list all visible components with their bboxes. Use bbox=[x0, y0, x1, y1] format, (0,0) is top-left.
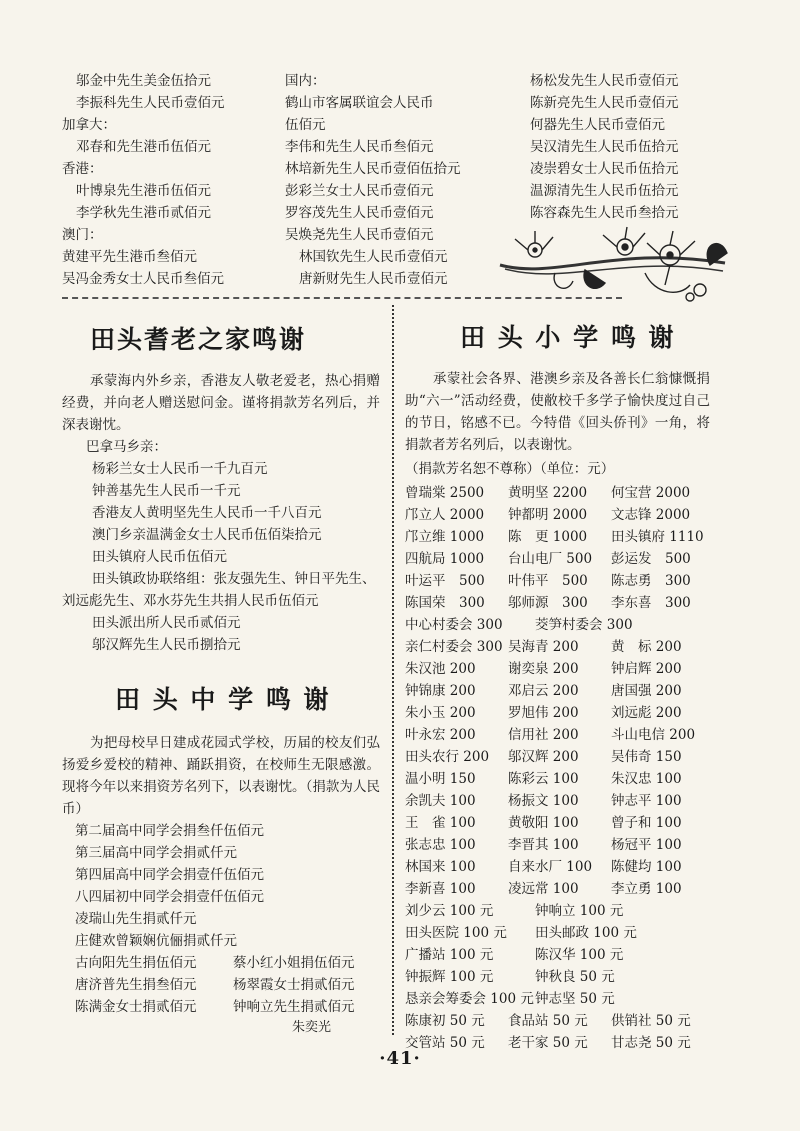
table-cell: 文志锋 2000 bbox=[611, 507, 691, 523]
donor-line: 李振科先生人民币壹佰元 bbox=[76, 95, 225, 111]
table-row bbox=[405, 746, 715, 768]
donor-cell: 古向阳先生捐伍佰元 bbox=[75, 955, 197, 971]
table-cell: 唐国强 200 bbox=[611, 683, 682, 699]
table-cell: 刘少云 100 元 bbox=[405, 903, 494, 919]
table-cell: 邝立维 1000 bbox=[405, 529, 485, 545]
donor-line: 国内： bbox=[285, 73, 326, 89]
table-cell: 陈 更 1000 bbox=[508, 529, 588, 545]
table-cell: 钟启辉 200 bbox=[611, 661, 682, 677]
table-row bbox=[405, 658, 715, 680]
primary-school-title: 田 头 小 学 鸣 谢 bbox=[460, 323, 676, 352]
donor-line: 澳门乡亲温满金女士人民币伍佰柒拾元 bbox=[92, 527, 322, 543]
table-cell: 何宝营 2000 bbox=[611, 485, 691, 501]
table-cell: 甘志尧 50 元 bbox=[611, 1035, 691, 1051]
table-cell: 林国来 100 bbox=[405, 859, 476, 875]
table-cell: 叶永宏 200 bbox=[405, 727, 476, 743]
table-row bbox=[405, 548, 715, 570]
donor-line: 唐新财先生人民币壹佰元 bbox=[299, 271, 448, 287]
table-cell: 食品站 50 元 bbox=[508, 1013, 588, 1029]
table-cell: 李东喜 300 bbox=[611, 595, 691, 611]
donor-line: 邬金中先生美金伍拾元 bbox=[76, 73, 211, 89]
table-cell: 田头邮政 100 元 bbox=[535, 925, 637, 941]
donor-line: 叶博泉先生港币伍佰元 bbox=[76, 183, 211, 199]
table-row bbox=[405, 922, 715, 944]
table-cell: 朱汉忠 100 bbox=[611, 771, 682, 787]
donor-line: 温源清先生人民币伍拾元 bbox=[530, 183, 679, 199]
table-cell: 谢奕泉 200 bbox=[508, 661, 579, 677]
donor-cell: 唐济普先生捐叁佰元 bbox=[75, 977, 197, 993]
donor-pair-row bbox=[75, 952, 385, 974]
table-cell: 李晋其 100 bbox=[508, 837, 579, 853]
table-cell: 余凯夫 100 bbox=[405, 793, 476, 809]
elderly-intro: 承蒙海内外乡亲，香港友人敬老爱老，热心捐赠经费，并向老人赠送慰问金。谨将捐款芳名列后，并深表谢忱。 bbox=[62, 373, 380, 433]
table-cell: 吴伟奇 150 bbox=[611, 749, 682, 765]
table-cell: 钟志平 100 bbox=[611, 793, 682, 809]
group-label: 巴拿马乡亲： bbox=[86, 439, 167, 455]
table-cell: 四航局 1000 bbox=[405, 551, 485, 567]
donor-line: 田头镇政协联络组：张友强先生、钟日平先生、刘远彪先生、邓水芬先生共捐人民币伍佰元 bbox=[62, 571, 376, 609]
top-column-2 bbox=[285, 70, 525, 290]
table-row bbox=[405, 482, 715, 504]
table-row bbox=[405, 724, 715, 746]
donor-line: 庄健欢曾颖娴伉俪捐贰仟元 bbox=[75, 933, 237, 949]
table-cell: 王 雀 100 bbox=[405, 815, 476, 831]
table-row bbox=[405, 966, 715, 988]
table-cell: 邓启云 200 bbox=[508, 683, 579, 699]
donor-line: 田头镇府人民币伍佰元 bbox=[92, 549, 227, 565]
table-cell: 邝立人 2000 bbox=[405, 507, 485, 523]
table-cell: 恳亲会筹委会 100 元 bbox=[405, 991, 534, 1007]
table-cell: 凌远常 100 bbox=[508, 881, 579, 897]
table-cell: 茭笋村委会 300 bbox=[535, 617, 633, 633]
table-row bbox=[405, 636, 715, 658]
table-cell: 供销社 50 元 bbox=[611, 1013, 691, 1029]
donor-line: 杨彩兰女士人民币一千九百元 bbox=[92, 461, 268, 477]
table-cell: 钟志坚 50 元 bbox=[535, 991, 615, 1007]
donor-line: 林国钦先生人民币壹佰元 bbox=[299, 249, 448, 265]
middle-school-intro: 为把母校早日建成花园式学校，历届的校友们弘扬爱乡爱校的精神、踊跃捐资，在校师生无限感激。现将今年以来捐资芳名列下，以表谢忱。（捐款为人民币） bbox=[62, 735, 380, 817]
table-cell: 广播站 100 元 bbox=[405, 947, 494, 963]
table-row bbox=[405, 768, 715, 790]
author-name: 朱奕光 bbox=[292, 1020, 332, 1035]
primary-school-note: （捐款芳名恕不尊称）（单位：元） bbox=[405, 461, 615, 477]
middle-school-title: 田 头 中 学 鸣 谢 bbox=[115, 685, 331, 714]
donor-line: 彭彩兰女士人民币壹佰元 bbox=[285, 183, 434, 199]
table-row bbox=[405, 680, 715, 702]
table-cell: 中心村委会 300 bbox=[405, 617, 503, 633]
table-row bbox=[405, 790, 715, 812]
table-cell: 黄 标 200 bbox=[611, 639, 682, 655]
table-row bbox=[405, 570, 715, 592]
table-cell: 陈健均 100 bbox=[611, 859, 682, 875]
donor-line: 第四届高中同学会捐壹仟伍佰元 bbox=[75, 867, 264, 883]
table-cell: 朱小玉 200 bbox=[405, 705, 476, 721]
donor-line: 杨松发先生人民币壹佰元 bbox=[530, 73, 679, 89]
table-cell: 台山电厂 500 bbox=[508, 551, 593, 567]
table-cell: 陈国荣 300 bbox=[405, 595, 485, 611]
middle-school-donor-list bbox=[75, 820, 385, 1018]
table-cell: 陈康初 50 元 bbox=[405, 1013, 485, 1029]
donor-line: 罗容茂先生人民币壹佰元 bbox=[285, 205, 434, 221]
table-cell: 吴海青 200 bbox=[508, 639, 579, 655]
donor-line: 黄建平先生港币叁佰元 bbox=[62, 249, 197, 265]
table-cell: 曾子和 100 bbox=[611, 815, 682, 831]
table-cell: 田头医院 100 元 bbox=[405, 925, 507, 941]
table-row bbox=[405, 1010, 715, 1032]
donor-line: 加拿大： bbox=[62, 117, 116, 133]
donor-line: 吴汉清先生人民币伍拾元 bbox=[530, 139, 679, 155]
donor-line: 八四届初中同学会捐壹仟伍佰元 bbox=[75, 889, 264, 905]
table-cell: 朱汉池 200 bbox=[405, 661, 476, 677]
table-row bbox=[405, 812, 715, 834]
table-cell: 钟秋良 50 元 bbox=[535, 969, 615, 985]
table-cell: 陈汉华 100 元 bbox=[535, 947, 624, 963]
table-row bbox=[405, 856, 715, 878]
table-cell: 叶运平 500 bbox=[405, 573, 485, 589]
primary-school-intro: 承蒙社会各界、港澳乡亲及各善长仁翁慷慨捐助“六一”活动经费，使敝校千多学子愉快度过自己的节日，铭感不已。今特借《回头侨刊》一角，将捐款者芳名列后，以表谢忱。 bbox=[405, 371, 710, 453]
table-cell: 田头农行 200 bbox=[405, 749, 490, 765]
donor-line: 澳门： bbox=[62, 227, 103, 243]
donor-line: 陈新亮先生人民币壹佰元 bbox=[530, 95, 679, 111]
table-cell: 邬师源 300 bbox=[508, 595, 588, 611]
table-cell: 杨冠平 100 bbox=[611, 837, 682, 853]
table-cell: 邬汉辉 200 bbox=[508, 749, 579, 765]
table-cell: 杨振文 100 bbox=[508, 793, 579, 809]
table-cell: 黄敬阳 100 bbox=[508, 815, 579, 831]
table-cell: 温小明 150 bbox=[405, 771, 476, 787]
donor-line: 鹤山市客属联谊会人民币 bbox=[285, 95, 434, 111]
donor-pair-row bbox=[75, 996, 385, 1018]
donor-cell: 钟响立先生捐贰佰元 bbox=[233, 999, 355, 1015]
donor-line: 钟善基先生人民币一千元 bbox=[92, 483, 241, 499]
table-row bbox=[405, 592, 715, 614]
donor-line: 吴焕尧先生人民币壹佰元 bbox=[285, 227, 434, 243]
donor-line: 伍佰元 bbox=[285, 117, 326, 133]
donor-line: 第二届高中同学会捐叁仟伍佰元 bbox=[75, 823, 264, 839]
table-cell: 斗山电信 200 bbox=[611, 727, 696, 743]
donor-cell: 杨翠霞女士捐贰佰元 bbox=[233, 977, 355, 993]
donor-line: 邬汉辉先生人民币捌拾元 bbox=[92, 637, 241, 653]
donor-line: 香港： bbox=[62, 161, 103, 177]
donor-cell: 陈满金女士捐贰佰元 bbox=[75, 999, 197, 1015]
table-cell: 自来水厂 100 bbox=[508, 859, 593, 875]
donor-line: 田头派出所人民币贰佰元 bbox=[92, 615, 241, 631]
top-column-1 bbox=[62, 70, 282, 290]
table-cell: 陈彩云 100 bbox=[508, 771, 579, 787]
table-row bbox=[405, 878, 715, 900]
table-row bbox=[405, 988, 715, 1010]
table-cell: 刘远彪 200 bbox=[611, 705, 682, 721]
table-row bbox=[405, 702, 715, 724]
table-cell: 钟响立 100 元 bbox=[535, 903, 624, 919]
column-divider bbox=[392, 305, 394, 1035]
donor-cell: 蔡小红小姐捐伍佰元 bbox=[233, 955, 355, 971]
table-row bbox=[405, 900, 715, 922]
donor-line: 李伟和先生人民币叁佰元 bbox=[285, 139, 434, 155]
table-row bbox=[405, 944, 715, 966]
page-number: ·41· bbox=[379, 1048, 421, 1069]
table-cell: 钟振辉 100 元 bbox=[405, 969, 494, 985]
donor-line: 凌瑞山先生捐贰仟元 bbox=[75, 911, 197, 927]
table-cell: 钟都明 2000 bbox=[508, 507, 588, 523]
table-row bbox=[405, 504, 715, 526]
table-cell: 叶伟平 500 bbox=[508, 573, 588, 589]
table-cell: 李立勇 100 bbox=[611, 881, 682, 897]
table-cell: 黄明坚 2200 bbox=[508, 485, 588, 501]
primary-school-donor-table bbox=[405, 482, 715, 1054]
table-cell: 张志忠 100 bbox=[405, 837, 476, 853]
donor-line: 凌崇碧女士人民币伍拾元 bbox=[530, 161, 679, 177]
table-cell: 彭运发 500 bbox=[611, 551, 691, 567]
table-row bbox=[405, 834, 715, 856]
table-row bbox=[405, 1032, 715, 1054]
section-divider bbox=[62, 297, 622, 299]
table-cell: 曾瑞棠 2500 bbox=[405, 485, 485, 501]
table-row bbox=[405, 614, 715, 636]
table-cell: 田头镇府 1110 bbox=[611, 529, 704, 545]
donor-pair-row bbox=[75, 974, 385, 996]
table-cell: 陈志勇 300 bbox=[611, 573, 691, 589]
table-cell: 李新喜 100 bbox=[405, 881, 476, 897]
table-cell: 亲仁村委会 300 bbox=[405, 639, 503, 655]
table-cell: 信用社 200 bbox=[508, 727, 579, 743]
table-cell: 交管站 50 元 bbox=[405, 1035, 485, 1051]
elderly-home-title: 田头耆老之家鸣谢 bbox=[90, 325, 307, 354]
table-cell: 钟锦康 200 bbox=[405, 683, 476, 699]
table-cell: 老干家 50 元 bbox=[508, 1035, 588, 1051]
floral-ornament-icon bbox=[495, 225, 735, 305]
donor-line: 邓春和先生港币伍佰元 bbox=[76, 139, 211, 155]
top-column-3 bbox=[530, 70, 730, 224]
donor-line: 第三届高中同学会捐贰仟元 bbox=[75, 845, 237, 861]
table-row bbox=[405, 526, 715, 548]
elderly-donor-list bbox=[62, 436, 380, 656]
donor-line: 吴冯金秀女士人民币叁佰元 bbox=[62, 271, 224, 287]
donor-line: 林培新先生人民币壹佰伍拾元 bbox=[285, 161, 461, 177]
donor-line: 何器先生人民币壹佰元 bbox=[530, 117, 665, 133]
table-cell: 罗旭伟 200 bbox=[508, 705, 579, 721]
donor-line: 香港友人黄明坚先生人民币一千八百元 bbox=[92, 505, 322, 521]
donor-line: 李学秋先生港币贰佰元 bbox=[76, 205, 211, 221]
donor-line: 陈容森先生人民币叁拾元 bbox=[530, 205, 679, 221]
